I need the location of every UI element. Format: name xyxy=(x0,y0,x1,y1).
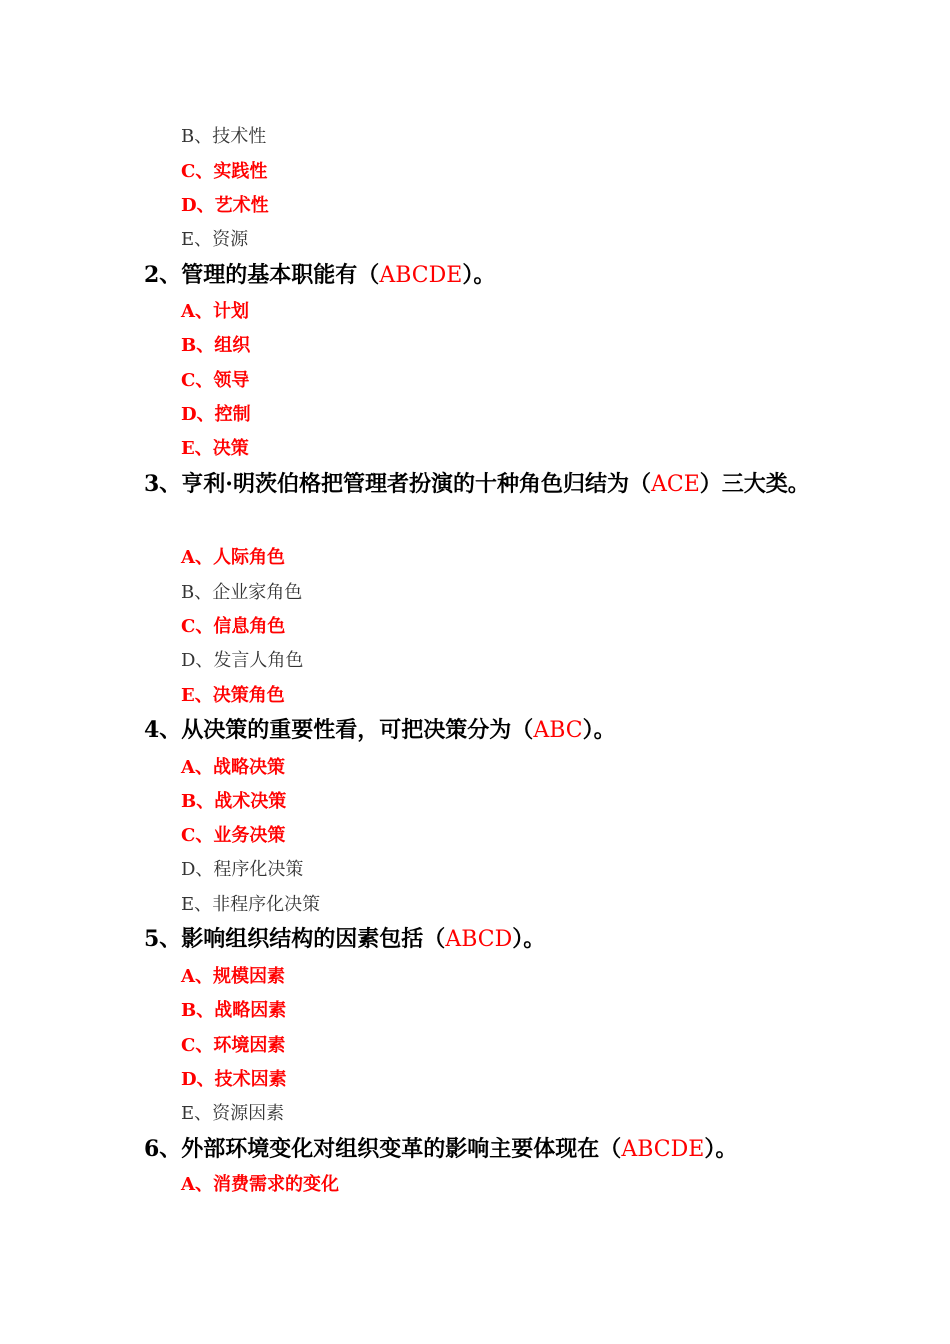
question-5-suffix: ）。 xyxy=(512,926,546,952)
question-3-prefix: 3、亨利·明茨伯格把管理者扮演的十种角色归结为（ xyxy=(144,471,651,497)
q4-option-d: D、程序化决策 xyxy=(181,859,304,880)
question-2 xyxy=(144,257,824,294)
q5-option-d: D、技术因素 xyxy=(181,1069,287,1090)
question-4 xyxy=(144,712,824,749)
question-6-answer: ABCDE xyxy=(621,1137,705,1162)
question-2-prefix: 2、管理的基本职能有（ xyxy=(144,262,380,288)
question-6 xyxy=(144,1131,824,1168)
question-4-suffix: ）。 xyxy=(582,717,616,743)
q2-option-d: D、控制 xyxy=(181,404,251,425)
question-3-answer: ACE xyxy=(650,472,700,497)
question-5-answer: ABCD xyxy=(445,927,513,952)
q2-option-b: B、组织 xyxy=(181,335,251,356)
q5-option-e: E、资源因素 xyxy=(181,1103,285,1124)
q1-option-e: E、资源 xyxy=(181,229,249,250)
q4-option-e: E、非程序化决策 xyxy=(181,894,321,915)
q2-option-e: E、决策 xyxy=(181,438,249,459)
q5-option-b: B、战略因素 xyxy=(181,1000,287,1021)
q1-option-d: D、艺术性 xyxy=(181,195,269,216)
q3-option-a: A、人际角色 xyxy=(181,547,285,568)
q4-option-c: C、业务决策 xyxy=(181,825,286,846)
question-6-suffix: ）。 xyxy=(704,1136,738,1162)
question-2-suffix: ）。 xyxy=(462,262,496,288)
q3-option-e: E、决策角色 xyxy=(181,685,285,706)
q3-option-d: D、发言人角色 xyxy=(181,650,304,671)
q1-option-c: C、实践性 xyxy=(181,161,268,182)
q2-option-a: A、计划 xyxy=(181,301,249,322)
question-4-answer: ABC xyxy=(533,718,583,743)
q6-option-a: A、消费需求的变化 xyxy=(181,1174,339,1195)
question-4-prefix: 4、从决策的重要性看，可把决策分为（ xyxy=(144,717,534,743)
q4-option-a: A、战略决策 xyxy=(181,757,285,778)
question-6-prefix: 6、外部环境变化对组织变革的影响主要体现在（ xyxy=(144,1136,622,1162)
q3-option-c: C、信息角色 xyxy=(181,616,286,637)
q4-option-b: B、战术决策 xyxy=(181,791,287,812)
q2-option-c: C、领导 xyxy=(181,370,250,391)
question-3 xyxy=(144,466,824,503)
q1-option-b: B、技术性 xyxy=(181,126,267,147)
question-2-answer: ABCDE xyxy=(379,263,463,288)
q5-option-c: C、环境因素 xyxy=(181,1035,286,1056)
q5-option-a: A、规模因素 xyxy=(181,966,285,987)
question-5-prefix: 5、影响组织结构的因素包括（ xyxy=(144,926,446,952)
question-3-suffix: ）三大类。 xyxy=(699,471,810,497)
question-5 xyxy=(144,921,824,958)
q3-option-b: B、企业家角色 xyxy=(181,582,303,603)
